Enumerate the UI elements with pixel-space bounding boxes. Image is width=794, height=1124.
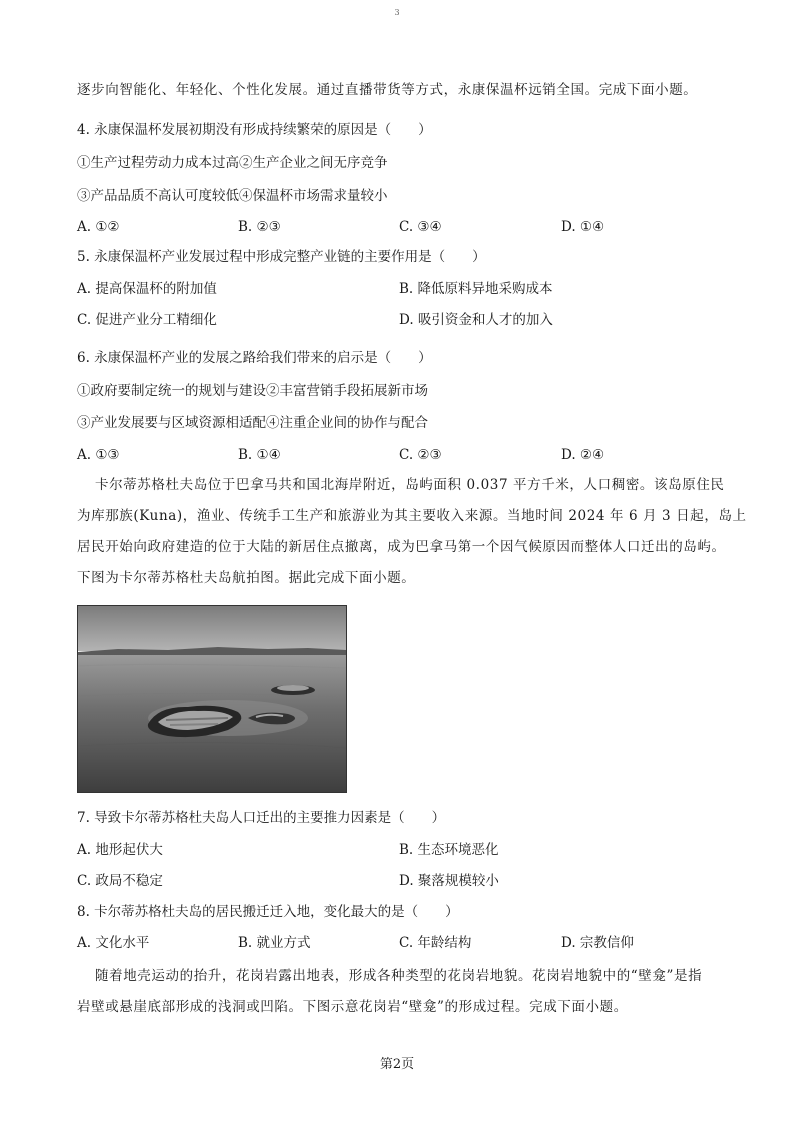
q6-option-d[interactable]: D. ②④: [561, 447, 605, 463]
q4-option-a[interactable]: A. ①②: [77, 219, 120, 235]
q4-option-b[interactable]: B. ②③: [238, 219, 281, 235]
intro-2-line-4: 下图为卡尔蒂苏格杜夫岛航拍图。据此完成下面小题。: [77, 570, 416, 586]
q7-option-c[interactable]: C. 政局不稳定: [77, 873, 163, 889]
q5-option-d[interactable]: D. 吸引资金和人才的加入: [399, 312, 553, 328]
q8-option-c[interactable]: C. 年龄结构: [399, 935, 472, 951]
q7-stem: 7. 导致卡尔蒂苏格杜夫岛人口迁出的主要推力因素是（ ）: [77, 810, 446, 826]
intro-2-line-1: 卡尔蒂苏格杜夫岛位于巴拿马共和国北海岸附近，岛屿面积 0.037 平方千米，人口稠密。该岛原住民: [95, 477, 725, 493]
q8-option-a[interactable]: A. 文化水平: [77, 935, 150, 951]
q6-stem: 6. 永康保温杯产业的发展之路给我们带来的启示是（ ）: [77, 350, 432, 366]
q6-statements-2: ③产业发展要与区域资源相适配④注重企业间的协作与配合: [77, 415, 428, 431]
q5-option-b[interactable]: B. 降低原料异地采购成本: [399, 281, 553, 297]
intro-1-line-1: 逐步向智能化、年轻化、个性化发展。通过直播带货等方式，永康保温杯远销全国。完成下面小题。: [77, 82, 698, 98]
q6-option-c[interactable]: C. ②③: [399, 447, 442, 463]
q5-option-a[interactable]: A. 提高保温杯的附加值: [77, 281, 217, 297]
q7-option-d[interactable]: D. 聚落规模较小: [399, 873, 499, 889]
q5-stem: 5. 永康保温杯产业发展过程中形成完整产业链的主要作用是（ ）: [77, 249, 486, 265]
q8-option-d[interactable]: D. 宗教信仰: [561, 935, 634, 951]
q4-statements-1: ①生产过程劳动力成本过高②生产企业之间无序竞争: [77, 155, 388, 171]
intro-3-line-2: 岩壁或悬崖底部形成的浅洞或凹陷。下图示意花岗岩“壁龛”的形成过程。完成下面小题。: [77, 999, 628, 1015]
q7-option-a[interactable]: A. 地形起伏大: [77, 842, 163, 858]
q4-option-d[interactable]: D. ①④: [561, 219, 605, 235]
page-number: 第2页: [379, 1057, 415, 1072]
q6-option-b[interactable]: B. ①④: [238, 447, 281, 463]
q5-option-c[interactable]: C. 促进产业分工精细化: [77, 312, 217, 328]
intro-2-line-2: 为库那族(Kuna)，渔业、传统手工生产和旅游业为其主要收入来源。当地时间 2024 年 6 月 3 日起，岛上: [77, 508, 747, 524]
q7-option-b[interactable]: B. 生态环境恶化: [399, 842, 499, 858]
q4-statements-2: ③产品品质不高认可度较低④保温杯市场需求量较小: [77, 188, 388, 204]
aerial-photo-island: [77, 605, 347, 793]
q6-statements-1: ①政府要制定统一的规划与建设②丰富营销手段拓展新市场: [77, 383, 428, 399]
q6-option-a[interactable]: A. ①③: [77, 447, 120, 463]
q4-stem: 4. 永康保温杯发展初期没有形成持续繁荣的原因是（ ）: [77, 122, 432, 138]
q8-stem: 8. 卡尔蒂苏格杜夫岛的居民搬迁迁入地，变化最大的是（ ）: [77, 904, 459, 920]
intro-2-line-3: 居民开始向政府建造的位于大陆的新居住点撤离，成为巴拿马第一个因气候原因而整体人口迁出的岛屿。: [77, 539, 726, 555]
q4-option-c[interactable]: C. ③④: [399, 219, 442, 235]
q8-option-b[interactable]: B. 就业方式: [238, 935, 311, 951]
intro-3-line-1: 随着地壳运动的抬升，花岗岩露出地表，形成各种类型的花岗岩地貌。花岗岩地貌中的“壁龛”是指: [95, 968, 703, 984]
page-mark: 3: [394, 8, 400, 17]
